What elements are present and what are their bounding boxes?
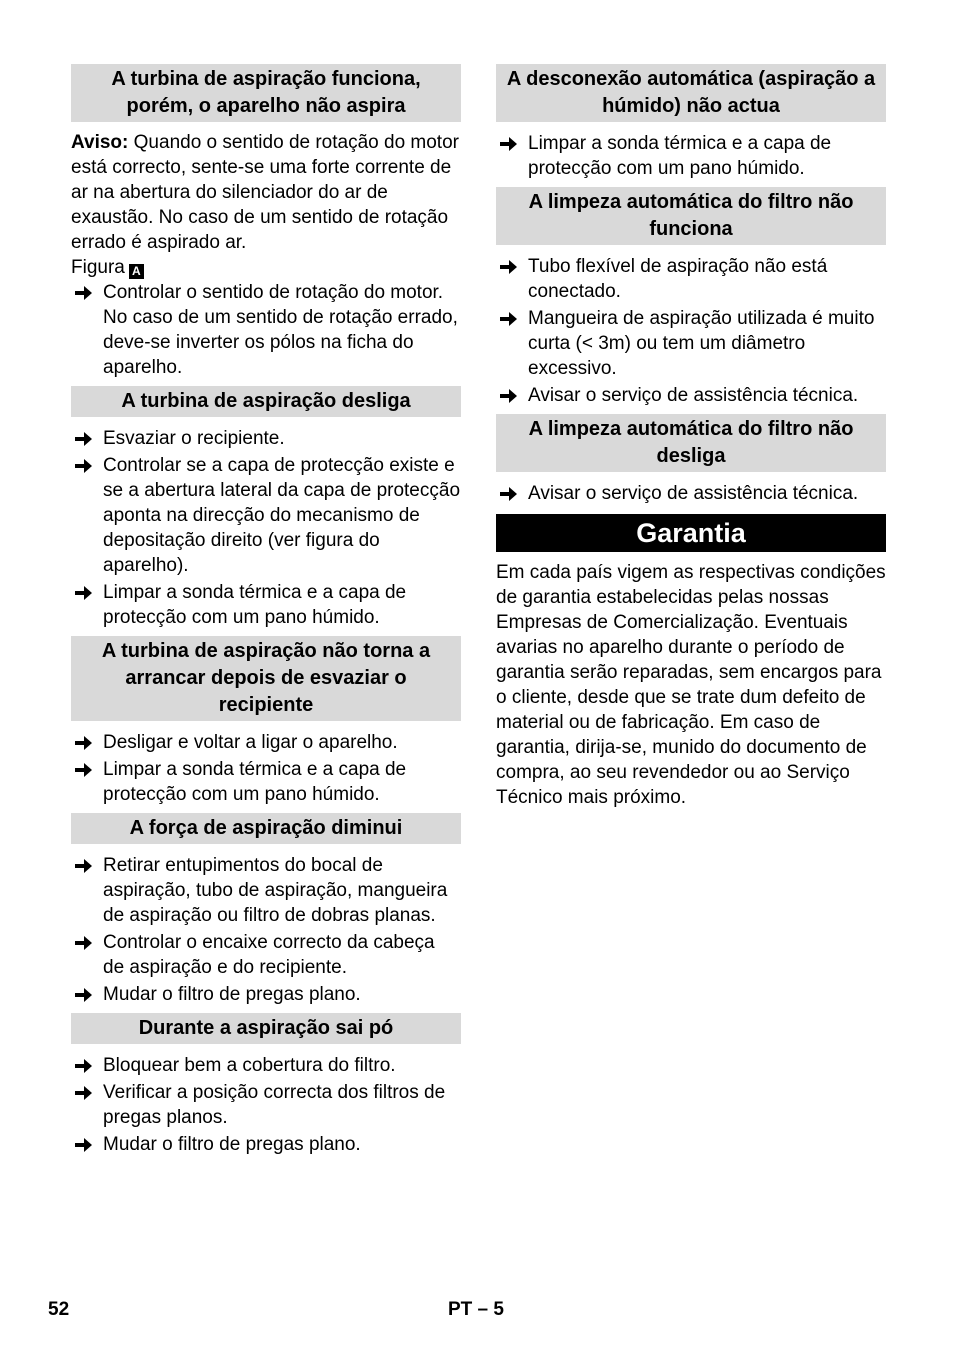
list-item: [496, 383, 886, 408]
list-item-text: Bloquear bem a cobertura do filtro.: [103, 1055, 396, 1076]
section-heading: A força de aspiração diminui: [71, 813, 461, 844]
arrow-right-icon: [500, 254, 520, 279]
list-item-text: Esvaziar o recipiente.: [103, 428, 285, 449]
list-item-text: Controlar o encaixe correcto da cabeça de aspiração e do recipiente.: [103, 932, 435, 978]
arrow-right-icon: [75, 730, 95, 755]
bullet-list: [496, 481, 886, 506]
left-column: [71, 64, 461, 1159]
arrow-right-icon: [500, 383, 520, 408]
list-item: [496, 306, 886, 381]
note-label: Aviso:: [71, 132, 129, 153]
list-item-text: Mudar o filtro de pregas plano.: [103, 984, 361, 1005]
list-item: [71, 580, 461, 630]
warranty-text: Em cada país vigem as respectivas condições de garantia estabelecidas pelas nossas Empresas de Comercialização. Eventuais avarias no aparelho durante o período de garantia serão reparadas, sem encargos para o cliente, desde que se trate dum defeito de material ou de fabricação. Em caso de garantia, dirija-se, munido do documento de compra, ao seu revendedor ou ao Serviço Técnico mais próximo.: [496, 562, 886, 808]
arrow-right-icon: [75, 280, 95, 305]
bullet-list: [71, 730, 461, 807]
bullet-list: [71, 853, 461, 1007]
bullet-list: [71, 280, 461, 380]
arrow-right-icon: [75, 1132, 95, 1157]
section-heading: A turbina de aspiração funciona, porém, o aparelho não aspira: [71, 64, 461, 122]
list-item: [71, 757, 461, 807]
list-item: [71, 280, 461, 380]
figure-reference: [71, 255, 461, 280]
arrow-right-icon: [75, 580, 95, 605]
list-item-text: Retirar entupimentos do bocal de aspiração, tubo de aspiração, mangueira de aspiração ou filtro de dobras planas.: [103, 855, 448, 926]
list-item: [71, 730, 461, 755]
list-item: [71, 930, 461, 980]
arrow-right-icon: [75, 853, 95, 878]
section-heading: Durante a aspiração sai pó: [71, 1013, 461, 1044]
page-number: 52: [48, 1299, 70, 1320]
list-item-text: Verificar a posição correcta dos filtros de pregas planos.: [103, 1082, 446, 1128]
note-text: Quando o sentido de rotação do motor está correcto, sente-se uma forte corrente de ar na abertura do silenciador do ar de exaustão. No caso de um sentido de rotação errado é aspirado ar.: [71, 132, 459, 253]
bullet-list: [71, 426, 461, 630]
arrow-right-icon: [500, 481, 520, 506]
arrow-right-icon: [500, 131, 520, 156]
right-column: [496, 64, 886, 810]
list-item-text: Avisar o serviço de assistência técnica.: [528, 385, 859, 406]
list-item-text: Limpar a sonda térmica e a capa de protecção com um pano húmido.: [103, 582, 407, 628]
list-item-text: Avisar o serviço de assistência técnica.: [528, 483, 859, 504]
list-item-text: Mudar o filtro de pregas plano.: [103, 1134, 361, 1155]
list-item-text: Limpar a sonda térmica e a capa de protecção com um pano húmido.: [103, 759, 407, 805]
list-item: [71, 982, 461, 1007]
list-item: [71, 453, 461, 578]
list-item: [71, 1053, 461, 1078]
list-item-text: Controlar se a capa de protecção existe e se a abertura lateral da capa de protecção aponta na direcção do mecanismo de depositação direito (ver figura do aparelho).: [103, 455, 461, 576]
language-page-label: PT – 5: [448, 1299, 504, 1320]
list-item-text: Limpar a sonda térmica e a capa de protecção com um pano húmido.: [528, 133, 832, 179]
arrow-right-icon: [500, 306, 520, 331]
list-item: [496, 481, 886, 506]
list-item-text: Controlar o sentido de rotação do motor. No caso de um sentido de rotação errado, deve-se inverter os pólos na ficha do aparelho.: [103, 282, 458, 378]
bullet-list: [71, 1053, 461, 1157]
section-heading: A limpeza automática do filtro não desliga: [496, 414, 886, 472]
arrow-right-icon: [75, 453, 95, 478]
arrow-right-icon: [75, 426, 95, 451]
figure-letter-badge: A: [129, 264, 144, 279]
section-heading: A turbina de aspiração desliga: [71, 386, 461, 417]
list-item-text: Desligar e voltar a ligar o aparelho.: [103, 732, 398, 753]
bullet-list: [496, 131, 886, 181]
list-item: [496, 131, 886, 181]
arrow-right-icon: [75, 982, 95, 1007]
list-item-text: Tubo flexível de aspiração não está conectado.: [528, 256, 828, 302]
note-paragraph: [71, 130, 461, 255]
list-item: [496, 254, 886, 304]
list-item: [71, 853, 461, 928]
arrow-right-icon: [75, 757, 95, 782]
list-item: [71, 1080, 461, 1130]
section-heading: A limpeza automática do filtro não funciona: [496, 187, 886, 245]
figure-label: Figura: [71, 257, 125, 278]
list-item-text: Mangueira de aspiração utilizada é muito curta (< 3m) ou tem um diâmetro excessivo.: [528, 308, 875, 379]
arrow-right-icon: [75, 930, 95, 955]
list-item: [71, 1132, 461, 1157]
section-heading: A desconexão automática (aspiração a húmido) não actua: [496, 64, 886, 122]
arrow-right-icon: [75, 1080, 95, 1105]
list-item: [71, 426, 461, 451]
arrow-right-icon: [75, 1053, 95, 1078]
section-heading: A turbina de aspiração não torna a arrancar depois de esvaziar o recipiente: [71, 636, 461, 721]
warranty-heading: Garantia: [496, 514, 886, 552]
bullet-list: [496, 254, 886, 408]
